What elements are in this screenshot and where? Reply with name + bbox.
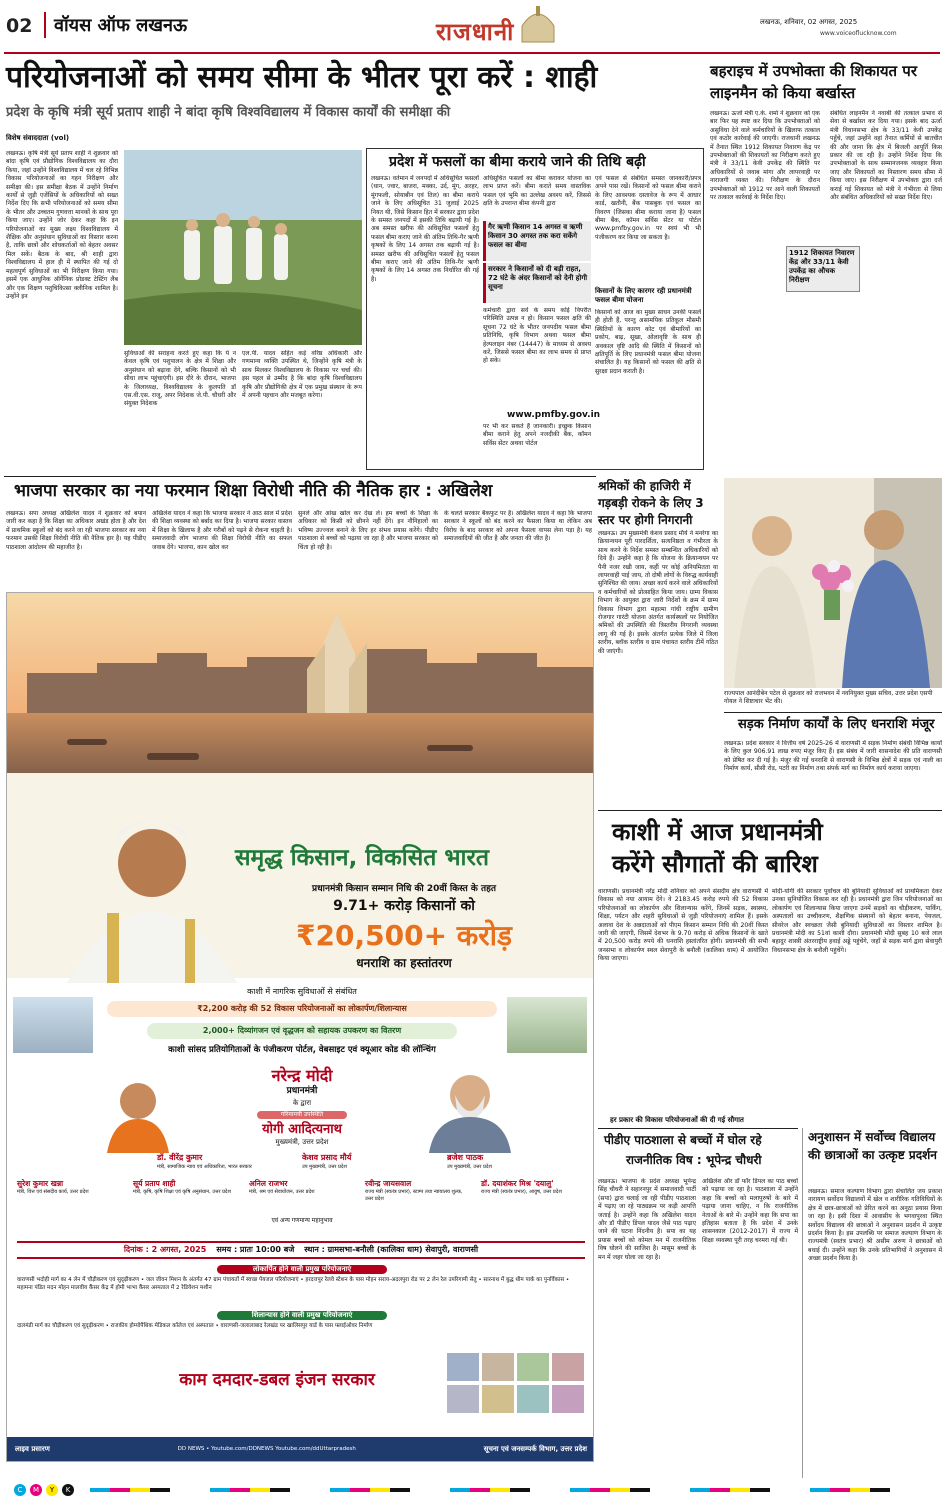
insurance-subhead: किसानों के लिए कारगर रही प्रधानमंत्री फसल बीमा योजना <box>595 287 692 305</box>
cmyk-strip <box>0 1478 945 1500</box>
cmyk-y <box>46 1484 58 1496</box>
anushasan-headline: अनुशासन में सर्वोच्च विद्यालय की छात्राओं का उत्कृष्ट प्रदर्शन <box>808 1130 937 1162</box>
advertisement <box>6 592 594 1462</box>
lead-headline: परियोजनाओं को समय सीमा के भीतर पूरा करें : शाही <box>6 60 598 95</box>
callout-text: सरकार ने किसानों को दी बड़ी राहत, 72 घंटे के अंदर किसानों को देनी होगी सूचना <box>488 265 588 292</box>
pda-col1: लखनऊ। भाजपा के प्रदेश अध्यक्ष भूपेन्द्र सिंह चौधरी ने सहारनपुर में समाजवादी पार्टी (सपा) द्वारा चलाई जा रही पीडीए पाठशाला में पढ़ाए जा रहे पाठ्यक्रम पर कड़ी आपत्ति जताई है। उन्होंने कहा कि अखिलेश यादव और डॉ पीडीए डिंपल यादव जैसे पाठ पढ़ाए जाने की घटना निंदनीय है। सपा का यह प्रयास बच्चों को कोमल मन में राजनीतिक विष घोलने की साजिश है। मासूम बच्चों के मन में जहर घोला जा रहा है। <box>598 1178 696 1261</box>
found-text: दालमंडी मार्ग का चौड़ीकरण एवं सुदृढ़ीकरण • राजकीय होम्योपैथिक मेडिकल कॉलेज एवं अस्पताल • वाराणसी-जलालाबाद रेलखंड पर खालिसपुर यार्ड के पास फ्लाईओवर निर्माण <box>17 1323 373 1329</box>
website: www.voiceoflucknow.com <box>820 30 897 37</box>
guest-item <box>133 1179 237 1213</box>
cmyk-letter: C <box>17 1486 23 1494</box>
slogan-text: समृद्ध किसान, विकसित भारत <box>235 845 489 871</box>
pm-title: प्रधानमंत्री <box>286 1086 318 1096</box>
lead-photo <box>124 150 362 345</box>
guest-title: मंत्री, सामाजिक न्याय एवं अधिकारिता, भारत सरकार <box>157 1163 252 1170</box>
guest-item <box>302 1153 432 1175</box>
guest-row-1 <box>157 1153 577 1175</box>
section-title: वॉयस ऑफ लखनऊ <box>54 15 188 36</box>
cmyk-c <box>14 1484 26 1496</box>
footer-mid[interactable]: DD NEWS • Youtube.com/DDNEWS Youtube.com/ddUttarpradesh <box>177 1446 356 1453</box>
thumb <box>552 1353 584 1381</box>
masthead-rule <box>4 52 940 54</box>
page-number: 02 <box>6 15 33 37</box>
ad-amount: ₹20,500+ करोड़ <box>296 919 512 952</box>
pda-col2: अखिलेश और डॉ फॉर डिंपल का पाठ बच्चों को पढ़ाया जा रहा है। पाठशाला में उन्होंने कहा कि बच्चों को मलापुरुषों के बारे में पढ़ाया जाना चाहिए, न कि राजनीतिक नेताओं के बारे में। उन्होंने कहा कि सपा का इतिहास बताता है कि प्रदेश में उनके शासनकाल (2012-2017) में राज्य में शिक्षा व्यवस्था पूरी तरह चरमरा गई थी। <box>702 1178 798 1244</box>
cmyk-letter: Y <box>49 1486 55 1494</box>
guest-name: केशव प्रसाद मौर्य <box>302 1153 352 1162</box>
ad-guests <box>7 1153 594 1233</box>
akhilesh-col2: अखिलेश यादव ने कहा कि भाजपा सरकार ने आठ साल में प्रदेश की शिक्षा व्यवस्था को बर्बाद कर दिया है। भाजपा सरकार वास्तव में शिक्षा के खिलाफ है और गरीबों को पढ़ने से रोकना चाहती है। समाजवादी लोग भाजपा की शिक्षा विरोधी नीति का सफल जवाब देंगे। भाजपा, कान खोल कर <box>152 510 292 551</box>
by-label: के द्वारा <box>292 1099 312 1107</box>
road-headline: सड़क निर्माण कार्यों के लिए धनराशि मंजूर <box>738 717 935 732</box>
ad-transfer: धनराशि का हस्तांतरण <box>356 956 452 970</box>
cmyk-k <box>62 1484 74 1496</box>
ad-thumbnails <box>447 1353 587 1413</box>
thumb <box>552 1385 584 1413</box>
building-photo-right <box>507 997 587 1053</box>
ad-tagline: काम दमदार-डबल इंजन सरकार <box>179 1370 375 1390</box>
insurance-col2c: पर भी कर सकते हैं जानकारी। इच्छुक किसान बीमा कराने हेतु अपने नजदीकी बैंक, कॉमन सर्विस सेंटर अथवा पोर्टल <box>483 423 591 447</box>
guest-item <box>481 1179 585 1213</box>
rule <box>598 1128 798 1129</box>
found-head: शिलान्यास होने वाली प्रमुख परियोजनाएं <box>217 1311 387 1320</box>
guest-item <box>447 1153 577 1175</box>
thumb <box>447 1353 479 1381</box>
inaug-head: लोकार्पित होने वाली प्रमुख परियोजनाएं <box>217 1265 387 1274</box>
footer-left: लाइव प्रसारण <box>15 1445 50 1454</box>
insurance-col1: लखनऊ। वर्तमान में जनपदों में अधिसूचित फसलों (धान, ज्वार, बाजरा, मक्का, उर्द, मूंग, अरहर, मूंगफली, सोयाबीन एवं तिल) का बीमा कराये जाने के लिए अधिसूचित 31 जुलाई 2025 नियत थी, जिसे किसान हित में सरकार द्वारा प्रदेश के समस्त जनपदों में इसकी तिथि बढ़ायी गई है। अब समस्त खरीफ की अधिसूचित फसलों हेतु फसल बीमा कराए जाने की अंतिम तिथि-गैर ऋणी कृषकों के लिए 14 अगस्त तक बढ़ायी गई है। समस्त खरीफ की अधिसूचित फसलों हेतु फसल बीमा कराए जाने की अंतिम तिथि-गैर ऋणी कृषकों के लिए 14 अगस्त तक निर्धारित की गई है। <box>371 175 479 283</box>
registration-bar <box>90 1488 930 1492</box>
guest-title: उप मुख्यमंत्री, उत्तर प्रदेश <box>447 1163 492 1170</box>
guest-title: मंत्री, वित्त एवं संसदीय कार्य, उत्तर प्रदेश <box>17 1189 89 1196</box>
ad-footer <box>7 1437 594 1462</box>
bahraich-col2: संबंधित लाइनमैन ने नवाबी की तत्काल प्रभाव से सेवा से बर्खास्त कर दिया गया। इसके बाद ऊर्जा मंत्री विधानसभा क्षेत्र के 33/11 केवी उपकेंद्र पहुँचे, जहां उन्होंने वहां तैनात कर्मियों से बातचीत की और जाना कि क्षेत्र में बिजली आपूर्ति किस प्रकार की जा रही है। उन्होंने निर्देश दिया कि उपभोक्ताओं के साथ सम्मानजनक व्यवहार किया जाए और शिकायतों का निस्तारण समय सीमा में किया जाए। इस निरीक्षण में उपभोक्ता द्वारा दर्ज कराई गई शिकायत को मंत्री ने गंभीरता से लिया और संबंधित अधिकारियों को सख्त निर्देश दिए। <box>830 110 942 202</box>
presence-label: गरिमामयी उपस्थिति <box>257 1111 347 1119</box>
guest-name: सूर्य प्रताप शाही <box>133 1179 176 1188</box>
divyang-pill: 2,000+ दिव्यांगजन एवं वृद्धजन को सहायक उपकरण का वितरण <box>147 1023 457 1039</box>
akhilesh-col4: के चलते सरकार बैकफुट पर है। अखिलेश यादव ने कहा कि भाजपा सरकार ने स्कूलों को बंद करने का फैसला किया था लेकिन अब विरोध के बाद सरकार को अपना फैसला वापस लेना पड़ा है। यह समाजवादियों की जीत है और जनता की जीत है। <box>444 510 592 543</box>
governor-caption: राज्यपाल आनंदीबेन पटेल से शुक्रवार को राजभवन में नवनियुक्त मुख्य सचिव, उत्तर प्रदेश एसपी गोयल ने शिष्टाचार भेंट की। <box>724 690 933 705</box>
bahraich-headline: बहराइच में उपभोक्ता की शिकायत पर लाइनमैन को किया बर्खास्त <box>710 62 917 102</box>
lead-body-col1: लखनऊ। कृषि मंत्री सूर्य प्रताप शाही ने शुक्रवार को बांदा कृषि एवं प्रौद्योगिक विश्वविद्यालय का दौरा किया, जहां उन्होंने विश्वविद्यालय में चल रहे विभिन्न विकास परियोजनाओं का गहन निरीक्षण और समीक्षा की। इस समीक्षा बैठक में उन्होंने निर्माण कार्यों से जुड़ी एजेंसियों के अधिकारियों को सख्त निर्देश दिए कि सभी परियोजनाओं को समय सीमा के भीतर और उच्चतम गुणवत्ता मानकों के साथ पूरा किया जाए। उन्होंने जोर देकर कहा कि इन परियोजनाओं का मुख्य लक्ष्य विश्वविद्यालय में शैक्षिक और अनुसंधान सुविधाओं का विस्तार करना है, ताकि छात्रों और शोधकर्ताओं को बेहतर अवसर मिल सकें। बैठक के बाद, श्री शाही द्वारा विश्वविद्यालय में हाल ही में स्थापित की गई दो महत्वपूर्ण सुविधाओं का भी निरीक्षण किया गया। इसमें एक आधुनिक ऑर्गेनिक प्रोडक्ट टेस्टिंग लैब और एक शिक्षण पशुचिकित्सा क्लीनिक शामिल है। उन्होंने इन <box>6 150 118 300</box>
bahraich-col1: लखनऊ। ऊर्जा मंत्री ए.के. शर्मा ने शुक्रवार को एक बार फिर यह स्पष्ट कर दिया कि उपभोक्ताओं को असुविधा देने वाले कर्मचारियों के खिलाफ तत्काल एवं कठोर कार्रवाई की जाएगी। राजधानी लखनऊ में तैनात स्थित 1912 शिकायत निवारण केंद्र पर उपभोक्ताओं की शिकायतों का निरीक्षण करते हुए मंत्री ने 33/11 केवी उपकेंद्र की स्थिति पर अधिकारियों से जवाब मांगा और लापरवाही पर नाराजगी व्यक्त की। निरीक्षण के दौरान उपभोक्ताओं को 1912 पर आने वाली शिकायतों पर तत्काल कार्रवाई के निर्देश दिए। <box>710 110 820 202</box>
date-label: दिनांक : 2 अगस्त, 2025 <box>123 1244 207 1254</box>
guest-row-2 <box>17 1179 585 1213</box>
thumb <box>482 1385 514 1413</box>
guest-title: मंत्री, कृषि, कृषि शिक्षा एवं कृषि अनुसंधान, उत्तर प्रदेश <box>133 1189 231 1196</box>
guest-title: राज्य मंत्री (स्वतंत्र प्रभार), आयुष, उत्तर प्रदेश <box>481 1189 562 1196</box>
guest-item <box>157 1153 287 1175</box>
ad-line1: प्रधानमंत्री किसान सम्मान निधि की 20वीं किस्त के तहत <box>312 884 496 894</box>
masthead <box>0 0 945 56</box>
guest-name: डॉ. दयाशंकर मिश्र 'दयालु' <box>481 1179 554 1188</box>
guest-name: सुरेश कुमार खन्ना <box>17 1179 64 1188</box>
lead-body-col2: सुविधाओं की सराहना करते हुए कहा कि ये न केवल कृषि एवं पशुपालन के क्षेत्र में शिक्षा और अनुसंधान को बढ़ावा देंगे, बल्कि किसानों को भी सीधा लाभ पहुंचाएंगी। इस दौरे के दौरान, भाजपा के जिलाध्यक्ष, विश्वविद्यालय के कुलपति डॉ एस.वी.एस. राजू, अपर निदेशक जे.पी. चौधरी और संयुक्त निदेशक <box>124 350 236 408</box>
insurance-col2: अधिसूचित फसलों का बीमा कराकर योजना का लाभ प्राप्त करें। बीमा कराते समय वास्तविक फसल एवं भूमि का उल्लेख अवश्य करें, जिससे क्षति के उपरान्त बीमा कंपनी द्वारा <box>483 175 591 208</box>
thumb <box>517 1385 549 1413</box>
cm-name: योगी आदित्यनाथ <box>262 1122 342 1137</box>
brand-dome-icon <box>516 4 560 44</box>
shramik-body: लखनऊ। उप मुख्यमंत्री केशव प्रसाद मौर्य ने मनरेगा का क्रियान्वयन पूरी पारदर्शिता, सत्यनिष्ठता व गंभीरता के साथ करने के निर्देश समस्त सम्बन्धित अधिकारियों को दिये हैं। उन्होंने कहा है कि योजना के क्रियान्वयन पर पैनी नजर रखी जाय, कहीं पर कोई अनियमितता या लापरवाही पाई जाय, तो दोषी लोगों के विरुद्ध कार्यवाही सुनिश्चित की जाय। अच्छा कार्य करने वाले अधिकारियों व कर्मचारियों को प्रोत्साहित किया जाय। ग्राम्य विकास विभाग के आयुक्त द्वारा जारी निर्देशों के क्रम में ग्राम्य विकास विभाग द्वारा महात्मा गांधी राष्ट्रीय ग्रामीण रोजगार गारंटी योजना अंतर्गत कार्यस्थलों पर नियोजित श्रमिकों की उपस्थिति की त्रिस्तरीय निगरानी व्यवस्था लागू की गई है। इसके अंतर्गत प्रत्येक जिले में जिला स्तरीय, ब्लॉक स्तरीय व ग्राम पंचायत स्तरीय टीमें गठित की जाएंगी। <box>598 530 718 655</box>
ghat-scene <box>7 593 594 783</box>
ad-events <box>7 983 594 1153</box>
anushasan-body: लखनऊ। समाज कल्याण विभाग द्वारा संचालित जय प्रकाश नारायण सर्वोदय विद्यालयों में खेल व शारीरिक गतिविधियों के क्षेत्र में छात्र-छात्राओं को प्रेरित करने का अनूठा प्रयास किया जा रहा है। इसी दिशा में आवासीय के भगवापुरवा स्थित सर्वोदय विद्यालय की छात्राओं ने अनुशासन प्रदर्शन में उत्कृष्ट प्रदर्शन किया है। इस उपलब्धि पर समाज कल्याण विभाग के राज्यमंत्री (स्वतंत्र प्रभार) श्री असीम अरुण ने छात्राओं को बधाई दी। उन्होंने कहा कि उनके प्रतिभागियों ने अनुशासन में अच्छा प्रदर्शन किया है। <box>808 1188 942 1263</box>
bahraich-story <box>710 60 942 472</box>
kashi-footer: हर प्रकार की विकास परियोजनाओं की दी गई सौगात <box>610 1116 744 1124</box>
governor-photo <box>724 478 942 688</box>
akhilesh-col3: सुनले और आंख खोल कर देख ले। हम बच्चों के शिक्षा के अधिकार को किसी को छीनने नहीं देंगे। इन नौनिहालों का भविष्य उज्ज्वल बनाने के लिए हर संभव प्रयास करेंगे। पीडीए पाठशाला से बच्चों को पढ़ाया जा रहा है और भाजपा सरकार को चिंता हो रही है। <box>298 510 438 551</box>
rule <box>4 476 596 477</box>
cmyk-m <box>30 1484 42 1496</box>
guest-name: ब्रजेश पाठक <box>447 1153 484 1162</box>
pm-name: नरेन्द्र मोदी <box>271 1066 333 1085</box>
kashi-headline-2: करेंगे सौगातों की बारिश <box>612 850 818 878</box>
insurance-col3: एवं फसल से संबंधित समस्त जानकारी/प्रपत्र अपने पास रखें। किसानों को फसल बीमा कराने के लिए आवश्यक दस्तावेज के रूप में आधार कार्ड, खतौनी, बैंक पासबुक एवं फसल का विवरण (जिसका बीमा कराया जाना है) फसल बीमा बैंक, कॉमन सर्विस सेंटर या पोर्टल www.pmfby.gov.in पर स्वयं भी भी पंजीकरण कर किया जा सकता है। <box>595 175 701 241</box>
farmer-illustration <box>67 793 237 983</box>
guest-title: मंत्री, श्रम एवं सेवायोजन, उत्तर प्रदेश <box>249 1189 315 1196</box>
pda-headline-2: राजनीतिक विष : भूपेन्द्र चौधरी <box>626 1153 762 1167</box>
rule <box>598 810 942 811</box>
insurance-box <box>366 148 704 470</box>
insurance-col2b: कर्मचारी द्वारा सर्वे के समय कोई विपरीत परिस्थिति उत्पन्न न हो। किसान फसल क्षति की सूचना 72 घंटे के भीतर जनपदीय फसल बीमा प्रतिनिधि, कृषि विभाग अथवा फसल बीमा हेल्पलाइन नंबर (14447) के माध्यम से अवश्य करें, जिससे फसल बीमा का लाभ समय से प्राप्त हो सके। <box>483 307 591 365</box>
insurance-headline: प्रदेश में फसलों का बीमा कराये जाने की तिथि बढ़ी <box>389 154 646 170</box>
thumb <box>517 1353 549 1381</box>
kashi-event-line: काशी में नागरिक सुविधाओं से संबंधित <box>247 987 357 996</box>
ad-line2: 9.71+ करोड़ किसानों को <box>333 898 475 914</box>
lead-body-col3: एल.पी. यादव सहित कई वरिष्ठ अधिकारी और गणमान्य व्यक्ति उपस्थित थे, जिन्होंने कृषि मंत्री के साथ मिलकर विश्वविद्यालय के विकास पर चर्चा की। इस पहल से उम्मीद है कि बांदा कृषि विश्वविद्यालय कृषि और प्रौद्योगिकी क्षेत्र में एक प्रमुख संस्थान के रूप में अपनी पहचान और मजबूत करेगा। <box>242 350 362 400</box>
lead-subhead: प्रदेश के कृषि मंत्री सूर्य प्रताप शाही ने बांदा कृषि विश्वविद्यालय में विकास कार्यों की समीक्षा की <box>6 105 451 120</box>
callout-text: गैर ऋणी किसान 14 अगस्त व ऋणी किसान 30 अगस्त तक करा सकेंगे फसल का बीमा <box>488 223 583 250</box>
ad-date-bar <box>17 1241 585 1259</box>
kashi-headline-1: काशी में आज प्रधानमंत्री <box>612 818 823 846</box>
thumb <box>482 1353 514 1381</box>
akhilesh-col1: लखनऊ। सपा अध्यक्ष अखिलेश यादव ने शुक्रवार को बयान जारी कर कहा है कि शिक्षा का अधिकार अखंड होता है और देश में प्राथमिक स्कूलों को बंद करने जा रही भाजपा सरकार का नया फरमान उसकी शिक्षा विरोधी नीति की नैतिक हार है। यह पीडीए पाठशाला आंदोलन की महाजीत है। <box>6 510 146 551</box>
insurance-url[interactable]: www.pmfby.gov.in <box>507 410 601 420</box>
dateline: लखनऊ, शनिवार, 02 अगस्त, 2025 <box>760 18 858 26</box>
kashi-col1: वाराणसी। प्रधानमंत्री नरेंद्र मोदी शनिवार को अपने संसदीय क्षेत्र वाराणसी में विकास को नया आयाम देंगे। वे 2183.45 करोड़ रुपये की 52 विकास परियोजनाओं का लोकार्पण और शिलान्यास करेंगे, जिनमें सड़क, स्वास्थ्य, शिक्षा, पर्यटन और शहरी सुविधाओं से जुड़ी परियोजनाएं शामिल हैं। इसके अलावा देश के अन्नदाताओं को पीएम किसान सम्मान निधि की 20वीं किस्त जारी की जाएगी, जिसमें देशभर के 9.70 करोड़ से अधिक किसानों के खाते में 20,500 करोड़ रुपये की धनराशि हस्तांतरित होगी। प्रधानमंत्री की सभी जनसभा व लोकार्पण स्थल सेवापुरी के बनौली (कालिका धाम) में आयोजित किया जाएगा। <box>598 888 768 963</box>
cm-portrait <box>103 1075 173 1153</box>
building-photo-left <box>13 997 93 1053</box>
pm-portrait <box>425 1067 515 1153</box>
brand-logo: राजधानी <box>436 18 515 46</box>
guest-item <box>365 1179 469 1213</box>
projects-pill: ₹2,200 करोड़ की 52 विकास परियोजनाओं का लोकार्पण/शिलान्यास <box>107 1001 497 1017</box>
masthead-divider <box>44 12 46 38</box>
insurance-callout-1 <box>483 221 591 261</box>
guest-name: अनिल राजभर <box>249 1179 288 1188</box>
portal-line: काशी सांसद प्रतियोगिताओं के पंजीकरण पोर्टल, वेबसाइट एवं क्यूआर कोड की लॉन्चिंग <box>168 1045 436 1055</box>
pda-headline-1: पीडीए पाठशाला से बच्चों में घोल रहे <box>604 1133 762 1147</box>
cmyk-letter: M <box>32 1486 40 1494</box>
guest-title: राज्य मंत्री (स्वतंत्र प्रभार), स्टाम्प तथा न्यायालय शुल्क, उत्तर प्रदेश <box>365 1189 463 1202</box>
lead-byline: विशेष संवाददाता (vol) <box>6 134 70 142</box>
guest-item <box>249 1179 353 1213</box>
inaug-box <box>17 1265 585 1345</box>
guest-name: रवीन्द्र जायसवाल <box>365 1179 412 1188</box>
footer-right: सूचना एवं जनसम्पर्क विभाग, उत्तर प्रदेश <box>483 1445 587 1454</box>
inaug-text: वाराणसी भदोही मार्ग का 4 लेन में चौड़ीकरण एवं सुदृढ़ीकरण • जल जीवन मिशन के अंतर्गत 47 ग्राम पंचायतों में स्वच्छ पेयजल परियोजनाएं • हरदत्तपुर रेलवे स्टेशन के पास मोहन सराय-अदलपुरा रोड पर 2 लेन रेल उपरिगामी सेतु • सारनाथ में बुद्ध थीम पार्क का पुनर्विकास • महामना पंडित मदन मोहन मालवीय कैंसर केंद्र में होमी भाभा कैंसर अस्पताल में 2 रेडियेशन मशीन <box>17 1277 570 1291</box>
venue-label: स्थान : ग्रामसभा-बनौली (कालिका धाम) सेवापुरी, वाराणसी <box>304 1244 479 1254</box>
insurance-col3b: किसानों को आज का मुख्य साधन उनकी फसलें ही होती हैं, परन्तु असामयिक प्रतिकूल मौसमी स्थितियों के कारण कोट एवं बीमारियों का प्रकोप, बाढ़, सूखा, ओलावृष्टि के साथ ही अवकाल वृष्टि आदि की स्थिति में किसानों को क्षतिपूर्ति के लिए प्रधानमंत्री फसल बीमा योजना संचालित है। यह किसानों को फसल की क्षति से सुरक्षा प्रदान कराती है। <box>595 309 701 375</box>
cmyk-letter: K <box>65 1486 71 1494</box>
guest-name: डॉ. वीरेंद्र कुमार <box>157 1153 203 1162</box>
road-body: लखनऊ। प्रदेश सरकार ने वित्तीय वर्ष 2025-26 में वाराणसी में सड़क निर्माण संबंधी विभिन्न कार्यों के लिए कुल 906.91 लाख रुपए मंजूर किए हैं। इस संबंध में जारी शासनादेश की प्रति वाराणसी को प्रेषित कर दी गई है। मंजूर की गई धनराशि से वाराणसी के विभिन्न क्षेत्रों में सड़क एवं नाली का निर्माण कार्य, सीसी रोड, पटरी का निर्माण तथा संपर्क मार्ग का निर्माण कार्य कराया जाएगा। <box>724 740 942 773</box>
guest-item <box>17 1179 121 1213</box>
anushasan-divider <box>802 1128 803 1488</box>
guest-title: उप मुख्यमंत्री, उत्तर प्रदेश <box>302 1163 347 1170</box>
thumb <box>447 1385 479 1413</box>
ad-slogan <box>235 843 489 874</box>
rule <box>724 712 942 713</box>
akhilesh-headline: भाजपा सरकार का नया फरमान शिक्षा विरोधी नीति की नैतिक हार : अखिलेश <box>14 481 493 501</box>
callout-text: 1912 शिकायत निवारण केंद्र और 33/11 केवी उपकेंद्र का औचक निरीक्षण <box>789 249 855 285</box>
insurance-callout-2 <box>483 263 591 303</box>
shramik-headline: श्रमिकों की हाजिरी में गड़बड़ी रोकने के लिए 3 स्तर पर होगी निगरानी <box>598 479 704 527</box>
time-label: समय : प्रातः 10:00 बजे <box>216 1244 295 1254</box>
cm-title: मुख्यमंत्री, उत्तर प्रदेश <box>275 1138 329 1146</box>
kashi-col2: मोदी-योगी की सरकार पूर्वांचल की बुनियादी सुविधाओं को प्राथमिकता देकर उनका सुनियोजित विकास कर रही है। प्रधानमंत्री द्वारा जिन परियोजनाओं का लोकार्पण एवं शिलान्यास किया जाएगा उनमें सड़कों का चौड़ीकरण, पार्किंग, अस्पतालों का उच्चीकरण, शैक्षणिक संस्थानों को बेहतर बनाना, पेयजल, सीवरेज और स्वच्छता जैसी बुनियादी सुविधाओं का विस्तार शामिल है। प्रधानमंत्री मोदी का 51वां काशी दौरा। प्रधानमंत्री मोदी सुबह 10 बजे लाल बहादुर शास्त्री अंतरराष्ट्रीय हवाई अड्डे पहुंचेंगे, जहाँ से सड़क मार्ग द्वारा सेवापुरी विधानसभा क्षेत्र के बनौली पहुंचेंगे। <box>772 888 942 954</box>
others-label: एवं अन्य गणमान्य महानुभाव <box>271 1217 333 1224</box>
